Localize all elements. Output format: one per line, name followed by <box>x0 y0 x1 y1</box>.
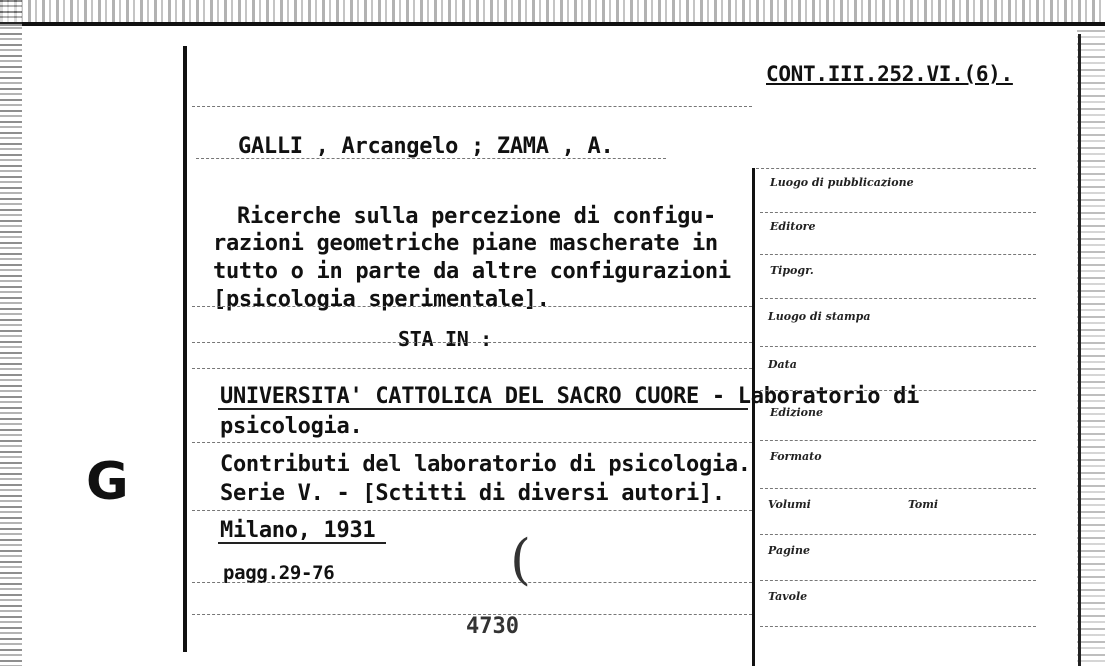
dotted-line <box>760 580 1036 581</box>
dotted-line <box>760 212 1036 213</box>
dotted-line <box>192 342 752 343</box>
dotted-line <box>192 106 752 107</box>
field-tipogr: Tipogr. <box>770 264 814 277</box>
authors: GALLI , Arcangelo ; ZAMA , A. <box>238 134 614 159</box>
title-line-3: tutto o in parte da altre configurazioni <box>213 259 731 284</box>
dotted-line <box>760 488 1036 489</box>
field-tomi: Tomi <box>908 498 939 511</box>
source-line-2: psicologia. <box>220 414 363 439</box>
dotted-line <box>760 346 1036 347</box>
field-luogo-pubblicazione: Luogo di pubblicazione <box>770 176 914 189</box>
field-pagine: Pagine <box>768 544 810 557</box>
field-edizione: Edizione <box>770 406 824 419</box>
title-line-4: [psicologia sperimentale]. <box>213 287 550 312</box>
title-line-1: Ricerche sulla percezione di configu- <box>237 204 716 229</box>
scan-edge-right <box>1077 30 1105 666</box>
place-date: Milano, 1931 <box>220 518 376 543</box>
dotted-line <box>760 626 1036 627</box>
field-luogo-stampa: Luogo di stampa <box>768 310 871 323</box>
dotted-line <box>760 390 1036 391</box>
dotted-line <box>760 254 1036 255</box>
field-tavole: Tavole <box>768 590 808 603</box>
dotted-line <box>760 534 1036 535</box>
dotted-line <box>192 510 752 511</box>
dotted-line <box>192 582 752 583</box>
field-data: Data <box>768 358 797 371</box>
source-line-1: UNIVERSITA' CATTOLICA DEL SACRO CUORE - Laboratorio di <box>220 384 920 409</box>
sta-in-label: STA IN : <box>398 327 492 351</box>
bottom-number: 4730 <box>466 614 519 639</box>
side-letter: G <box>86 452 129 512</box>
source-line-3: Contributi del laboratorio di psicologia. <box>220 452 751 477</box>
dotted-line <box>760 440 1036 441</box>
card-left-rule <box>183 46 187 652</box>
underline <box>218 408 748 410</box>
pages: pagg.29-76 <box>223 562 335 584</box>
fields-column-rule <box>752 168 755 666</box>
dotted-line <box>196 158 666 159</box>
card-right-border <box>1078 34 1081 666</box>
handwritten-mark: ( <box>510 528 532 591</box>
shelfmark: CONT.III.252.VI.(6). <box>766 62 1013 86</box>
dotted-line <box>756 168 1036 169</box>
source-line-4: Serie V. - [Sctitti di diversi autori]. <box>220 481 725 506</box>
underline <box>218 542 386 544</box>
field-volumi: Volumi <box>768 498 811 511</box>
dotted-line <box>192 368 752 369</box>
scan-edge-left <box>0 0 22 666</box>
dotted-line <box>192 442 752 443</box>
dotted-line <box>192 306 752 307</box>
field-formato: Formato <box>770 450 822 463</box>
title-line-2: razioni geometriche piane mascherate in <box>213 231 718 256</box>
scan-edge-top-line <box>0 22 1105 26</box>
field-editore: Editore <box>770 220 816 233</box>
dotted-line <box>760 298 1036 299</box>
